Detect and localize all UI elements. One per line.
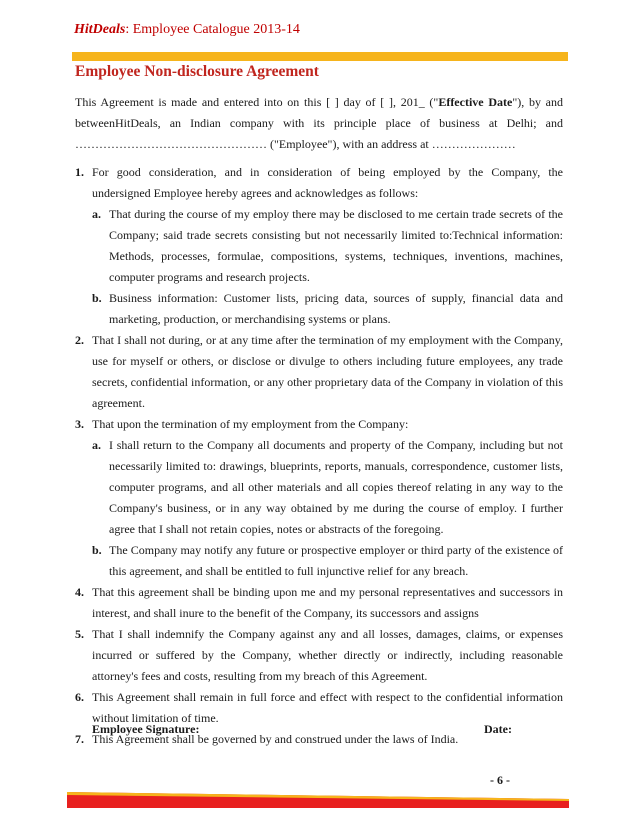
footer-band <box>67 792 569 808</box>
clause-number: 6. <box>75 690 84 704</box>
intro-text-a: This Agreement is made and entered into on this [ ] day of [ ], 201_ (" <box>75 95 439 109</box>
clause-text: That upon the termination of my employment from the Company: <box>92 417 409 431</box>
clause-text: For good consideration, and in consideration of being employed by the Company, the undersigned Employee hereby agrees and acknowledges as follows: <box>92 165 563 200</box>
footer-band-graphic <box>67 792 569 808</box>
intro-text-b: "), by and betweenHitDeals, an Indian company with its principle place of business at Delhi; and ………………………………………… ("Employee"), with an address at ………………… <box>75 95 563 151</box>
page-header <box>74 21 300 39</box>
clause-number: 3. <box>75 417 84 431</box>
subclause-letter: b. <box>92 291 102 305</box>
subclause-text: I shall return to the Company all documents and property of the Company, including but not necessarily limited to: drawings, blueprints, reports, manuals, correspondence, customer lists, computer programs, and all other materials and all copies thereof relating in any way to the Company's business, or in any way obtained by me during the course of employ. I further agree that I shall not retain copies, notes or abstracts of the foregoing. <box>109 438 563 536</box>
intro-paragraph <box>75 92 563 155</box>
clause-number: 7. <box>75 732 84 746</box>
clause-1 <box>75 162 563 330</box>
document-heading: Employee Non-disclosure Agreement <box>75 63 319 80</box>
date-label: Date: <box>484 722 512 736</box>
clause-number: 4. <box>75 585 84 599</box>
subclause-letter: b. <box>92 543 102 557</box>
clause-text: That this agreement shall be binding upon me and my personal representatives and successors in interest, and shall inure to the benefit of the Company, its successors and assigns <box>92 585 563 620</box>
subclause-text: The Company may notify any future or prospective employer or third party of the existence of this agreement, and shall be entitled to full injunctive relief for any breach. <box>109 543 563 578</box>
clause-text: This Agreement shall remain in full force and effect with respect to the confidential information without limitation of time. <box>92 690 563 725</box>
clause-text: That I shall not during, or at any time after the termination of my employment with the Company, use for myself or others, or disclose or divulge to others including future employees, any trade secrets, confidential information, or any other proprietary data of the Company in violation of this agreement. <box>92 333 563 410</box>
subclause-text: Business information: Customer lists, pricing data, sources of supply, financial data and marketing, production, or merchandising systems or plans. <box>109 291 563 326</box>
clause-number: 1. <box>75 165 84 179</box>
subclause-3b <box>92 540 563 582</box>
clause-text: This Agreement shall be governed by and construed under the laws of India. <box>92 732 459 746</box>
clause-2 <box>75 330 563 414</box>
effective-date-term: Effective Date <box>438 95 513 109</box>
subclause-letter: a. <box>92 207 101 221</box>
clause-5 <box>75 624 563 687</box>
clause-number: 5. <box>75 627 84 641</box>
clause-number: 2. <box>75 333 84 347</box>
clause-3 <box>75 414 563 582</box>
subclause-letter: a. <box>92 438 101 452</box>
brand-name: HitDeals <box>74 22 126 37</box>
employee-signature-label: Employee Signature: <box>92 722 200 736</box>
subclause-text: That during the course of my employ there may be disclosed to me certain trade secrets of the Company; said trade secrets consisting but not necessarily limited to:Technical information: Methods, processes, formulae, compositions, systems, techniques, inventions, machines, computer programs and research projects. <box>109 207 563 284</box>
subclause-1b <box>92 288 563 330</box>
signature-row <box>92 722 512 737</box>
agreement-body <box>75 92 563 750</box>
clause-4 <box>75 582 563 624</box>
header-title: : Employee Catalogue 2013-14 <box>125 22 300 37</box>
page-number: - 6 - <box>490 773 510 787</box>
clause-text: That I shall indemnify the Company against any and all losses, damages, claims, or expenses incurred or suffered by the Company, whether directly or indirectly, including reasonable attorney's fees and costs, resulting from my breach of this Agreement. <box>92 627 563 683</box>
subclause-3a <box>92 435 563 540</box>
header-rule <box>72 52 568 61</box>
subclause-1a <box>92 204 563 288</box>
